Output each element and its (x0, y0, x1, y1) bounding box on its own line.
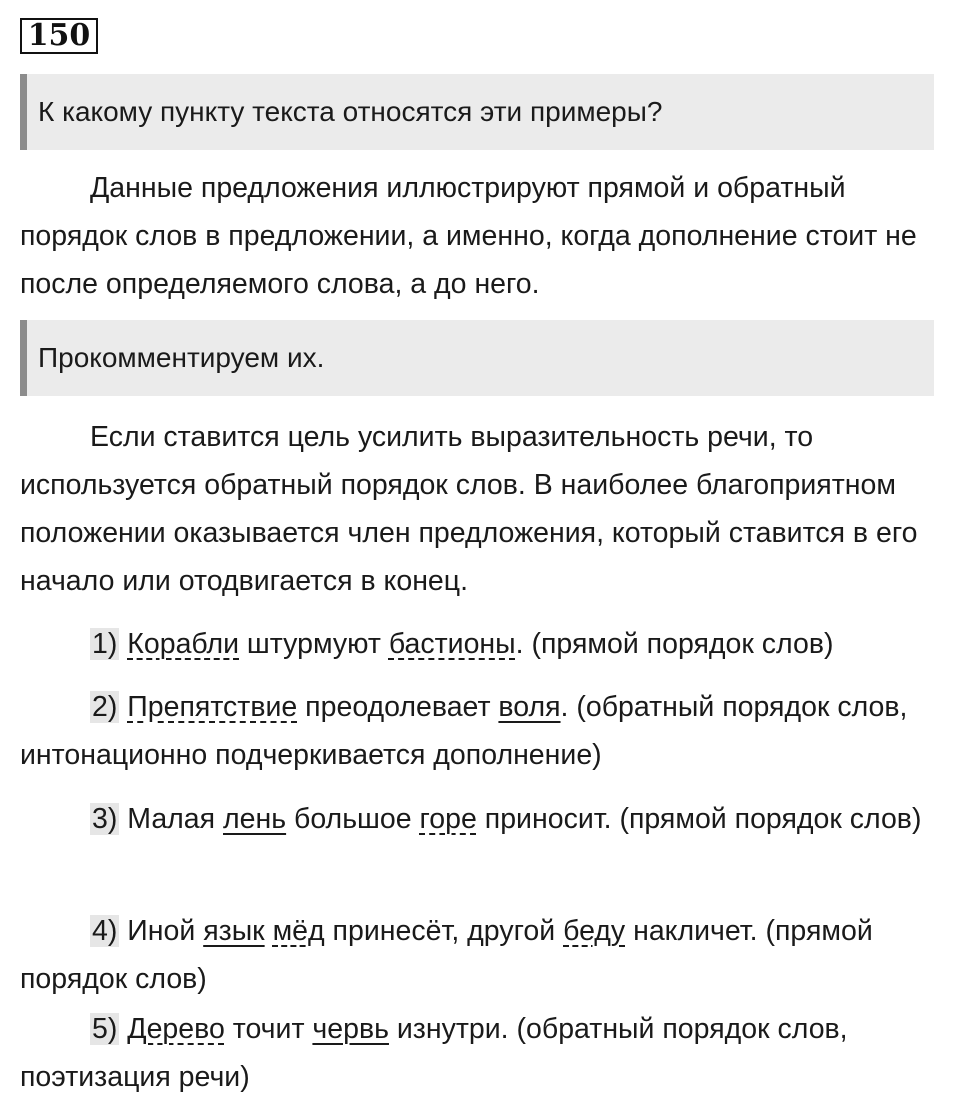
example-number: 3) (92, 803, 118, 835)
object-word: беду (563, 915, 626, 947)
subject-word: лень (223, 803, 287, 835)
object-word: Препятствие (127, 691, 298, 723)
example-text: точит (224, 1013, 313, 1045)
example-text: Иной (119, 915, 204, 947)
question-text-1: К какому пункту текста относятся эти примеры? (38, 96, 663, 127)
example-text: Малая (119, 803, 224, 835)
question-text-2: Прокомментируем их. (38, 342, 325, 373)
example-1 (20, 620, 950, 668)
example-text: . (прямой порядок слов) (515, 628, 834, 660)
example-text (265, 915, 273, 947)
subject-word: червь (312, 1013, 389, 1045)
example-4 (20, 907, 950, 1003)
answer-paragraph-1: Данные предложения иллюстрируют прямой и обратный порядок слов в предложении, а именно, когда дополнение стоит не после определяемого слова, а до него. (20, 172, 917, 300)
task-number: 150 (20, 18, 98, 54)
question-bar-1 (20, 74, 934, 150)
object-word: горе (419, 803, 477, 835)
example-text: штурмуют (239, 628, 389, 660)
example-number: 4) (92, 915, 118, 947)
subject-word: Корабли (127, 628, 240, 660)
subject-word: воля (498, 691, 561, 723)
object-word: Дерево (127, 1013, 225, 1045)
example-text: преодолевает (297, 691, 499, 723)
example-text: приносит. (прямой порядок слов) (476, 803, 922, 835)
object-word: мёд (272, 915, 325, 947)
example-number: 2) (92, 691, 118, 723)
example-text: накличет. (прямой порядок слов) (20, 915, 873, 995)
example-text: большое (286, 803, 420, 835)
answer-paragraph-2: Если ставится цель усилить выразительность речи, то используется обратный порядок слов. В наиболее благоприятном положении оказывается член предложения, который ставится в его начало или отодвигается в конец. (20, 421, 918, 597)
question-bar-2 (20, 320, 934, 396)
subject-word: язык (203, 915, 265, 947)
example-text: изнутри. (обратный порядок слов, поэтизация речи) (20, 1013, 848, 1093)
object-word: бастионы (388, 628, 516, 660)
example-number: 5) (92, 1013, 118, 1045)
example-2 (20, 683, 950, 779)
example-number: 1) (92, 628, 118, 660)
example-text: принесёт, другой (324, 915, 564, 947)
example-5 (20, 1005, 950, 1101)
example-text: . (обратный порядок слов, интонационно подчеркивается дополнение) (20, 691, 908, 771)
example-3 (20, 795, 950, 843)
